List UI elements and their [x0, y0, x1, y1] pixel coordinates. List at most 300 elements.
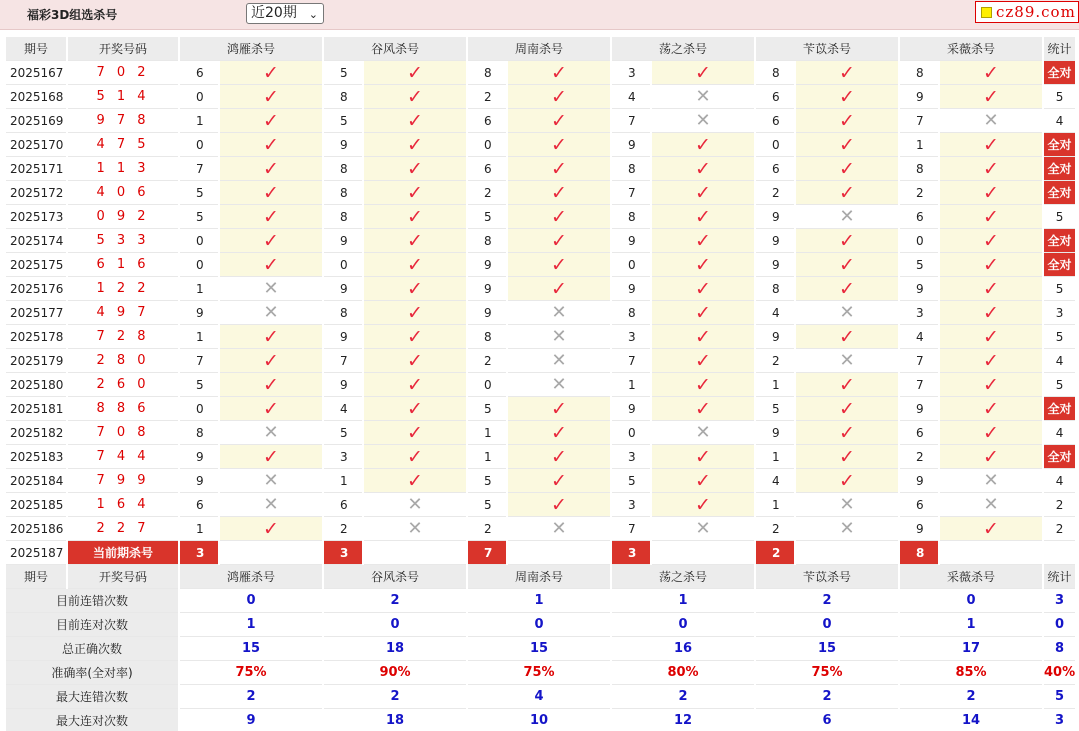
- current-kill-number: 3: [180, 541, 218, 565]
- stat-badge: 全对: [1044, 229, 1075, 253]
- table-row: [6, 397, 1075, 421]
- kill-number: 9: [180, 301, 218, 325]
- check-icon: ✓: [652, 373, 754, 397]
- kill-number: 6: [900, 493, 938, 517]
- kill-number: 9: [324, 277, 362, 301]
- kill-number: 5: [324, 421, 362, 445]
- summary-value: 9: [180, 709, 322, 731]
- current-kill-label: 当前期杀号: [68, 541, 178, 565]
- summary-row: [6, 589, 1075, 613]
- table-row: [6, 205, 1075, 229]
- summary-value: 75%: [180, 661, 322, 685]
- draw-number: 7 2 8: [68, 325, 178, 349]
- summary-value: 2: [612, 685, 754, 709]
- kill-number: 9: [324, 133, 362, 157]
- current-kill-spacer: [220, 541, 322, 565]
- summary-label: 目前连对次数: [6, 613, 178, 637]
- kill-number: 8: [756, 61, 794, 85]
- check-icon: ✓: [220, 253, 322, 277]
- stat-badge: 全对: [1044, 253, 1075, 277]
- stat-badge: 全对: [1044, 157, 1075, 181]
- issue-number: 2025178: [6, 325, 66, 349]
- check-icon: ✓: [796, 85, 898, 109]
- kill-number: 8: [612, 205, 650, 229]
- kill-number: 9: [756, 325, 794, 349]
- check-icon: ✓: [652, 133, 754, 157]
- check-icon: ✓: [940, 301, 1042, 325]
- summary-value: 18: [324, 709, 466, 731]
- kill-number: 8: [324, 205, 362, 229]
- summary-stat: 8: [1044, 637, 1075, 661]
- draw-number: 6 1 6: [68, 253, 178, 277]
- issue-number: 2025177: [6, 301, 66, 325]
- issue-number: 2025185: [6, 493, 66, 517]
- kill-number: 9: [900, 517, 938, 541]
- summary-value: 2: [324, 589, 466, 613]
- cross-icon: ✕: [508, 373, 610, 397]
- summary-label: 总正确次数: [6, 637, 178, 661]
- header-issue: 期号: [6, 37, 66, 61]
- kill-number: 5: [468, 469, 506, 493]
- kill-number: 0: [612, 421, 650, 445]
- stat-count: 4: [1044, 469, 1075, 493]
- check-icon: ✓: [940, 421, 1042, 445]
- summary-value: 15: [180, 637, 322, 661]
- check-icon: ✓: [652, 469, 754, 493]
- summary-value: 2: [756, 589, 898, 613]
- table-row: [6, 61, 1075, 85]
- check-icon: ✓: [364, 61, 466, 85]
- check-icon: ✓: [796, 373, 898, 397]
- cross-icon: ✕: [652, 517, 754, 541]
- issue-number: 2025182: [6, 421, 66, 445]
- kill-number: 3: [612, 493, 650, 517]
- stat-count: 5: [1044, 277, 1075, 301]
- check-icon: ✓: [796, 253, 898, 277]
- summary-row: [6, 709, 1075, 731]
- summary-value: 0: [324, 613, 466, 637]
- header-expert: 周南杀号: [468, 37, 610, 61]
- check-icon: ✓: [364, 205, 466, 229]
- kill-number: 9: [612, 133, 650, 157]
- summary-value: 12: [612, 709, 754, 731]
- summary-stat: 5: [1044, 685, 1075, 709]
- kill-number: 0: [180, 85, 218, 109]
- kill-number-table: [4, 37, 1077, 731]
- cross-icon: ✕: [508, 325, 610, 349]
- check-icon: ✓: [364, 397, 466, 421]
- kill-number: 4: [900, 325, 938, 349]
- summary-value: 0: [900, 589, 1042, 613]
- kill-number: 8: [468, 229, 506, 253]
- site-logo[interactable]: [975, 1, 1079, 23]
- table-row: [6, 229, 1075, 253]
- cross-icon: ✕: [796, 493, 898, 517]
- current-kill-number: 3: [324, 541, 362, 565]
- summary-value: 1: [468, 589, 610, 613]
- check-icon: ✓: [220, 349, 322, 373]
- table-row: [6, 277, 1075, 301]
- issue-number: 2025171: [6, 157, 66, 181]
- cross-icon: ✕: [796, 205, 898, 229]
- issue-number: 2025167: [6, 61, 66, 85]
- header-draw: 开奖号码: [68, 565, 178, 589]
- summary-value: 2: [180, 685, 322, 709]
- check-icon: ✓: [364, 421, 466, 445]
- issue-number: 2025180: [6, 373, 66, 397]
- draw-number: 7 0 2: [68, 61, 178, 85]
- kill-number: 6: [180, 61, 218, 85]
- check-icon: ✓: [652, 397, 754, 421]
- kill-number: 1: [180, 517, 218, 541]
- kill-number: 9: [756, 229, 794, 253]
- kill-number: 8: [468, 61, 506, 85]
- check-icon: ✓: [220, 133, 322, 157]
- kill-number: 7: [900, 373, 938, 397]
- kill-number: 9: [900, 277, 938, 301]
- draw-number: 5 3 3: [68, 229, 178, 253]
- summary-value: 85%: [900, 661, 1042, 685]
- check-icon: ✓: [796, 157, 898, 181]
- kill-number: 3: [900, 301, 938, 325]
- check-icon: ✓: [796, 277, 898, 301]
- check-icon: ✓: [508, 157, 610, 181]
- current-kill-spacer: [364, 541, 466, 565]
- summary-value: 14: [900, 709, 1042, 731]
- cross-icon: ✕: [940, 469, 1042, 493]
- check-icon: ✓: [364, 301, 466, 325]
- kill-number: 5: [468, 205, 506, 229]
- check-icon: ✓: [940, 157, 1042, 181]
- summary-stat: 3: [1044, 589, 1075, 613]
- check-icon: ✓: [652, 349, 754, 373]
- kill-number: 7: [180, 349, 218, 373]
- stat-count: 5: [1044, 325, 1075, 349]
- header-draw: 开奖号码: [68, 37, 178, 61]
- header-stat: 统计: [1044, 565, 1075, 589]
- check-icon: ✓: [652, 253, 754, 277]
- kill-number: 8: [900, 61, 938, 85]
- check-icon: ✓: [652, 181, 754, 205]
- kill-number: 7: [900, 109, 938, 133]
- kill-number: 1: [180, 277, 218, 301]
- check-icon: ✓: [364, 469, 466, 493]
- kill-number: 8: [324, 85, 362, 109]
- kill-number: 2: [756, 181, 794, 205]
- check-icon: ✓: [796, 181, 898, 205]
- check-icon: ✓: [364, 349, 466, 373]
- summary-value: 10: [468, 709, 610, 731]
- kill-number: 9: [756, 421, 794, 445]
- period-select[interactable]: [246, 3, 324, 24]
- kill-number: 1: [324, 469, 362, 493]
- table-row: [6, 349, 1075, 373]
- draw-number: 2 8 0: [68, 349, 178, 373]
- table-row: [6, 85, 1075, 109]
- table-header-row: [6, 565, 1075, 589]
- stat-badge: 全对: [1044, 397, 1075, 421]
- kill-number: 2: [324, 517, 362, 541]
- cross-icon: ✕: [940, 493, 1042, 517]
- kill-number: 6: [468, 109, 506, 133]
- table-row: [6, 253, 1075, 277]
- check-icon: ✓: [364, 229, 466, 253]
- kill-number: 9: [324, 373, 362, 397]
- issue-number: 2025179: [6, 349, 66, 373]
- stat-count: 4: [1044, 421, 1075, 445]
- issue-number: 2025181: [6, 397, 66, 421]
- kill-number: 6: [756, 157, 794, 181]
- stat-count: 5: [1044, 85, 1075, 109]
- kill-number: 6: [756, 109, 794, 133]
- summary-label: 最大连错次数: [6, 685, 178, 709]
- cross-icon: ✕: [652, 421, 754, 445]
- issue-number: 2025184: [6, 469, 66, 493]
- header-expert: 荡之杀号: [612, 37, 754, 61]
- cross-icon: ✕: [220, 277, 322, 301]
- kill-number: 8: [468, 325, 506, 349]
- summary-row: [6, 637, 1075, 661]
- kill-number: 9: [324, 325, 362, 349]
- summary-label: 目前连错次数: [6, 589, 178, 613]
- table-row: [6, 301, 1075, 325]
- check-icon: ✓: [796, 229, 898, 253]
- current-kill-spacer: [508, 541, 610, 565]
- check-icon: ✓: [220, 85, 322, 109]
- cross-icon: ✕: [220, 421, 322, 445]
- kill-number: 8: [324, 181, 362, 205]
- check-icon: ✓: [508, 133, 610, 157]
- check-icon: ✓: [364, 253, 466, 277]
- draw-number: 9 7 8: [68, 109, 178, 133]
- check-icon: ✓: [220, 397, 322, 421]
- kill-number: 5: [180, 181, 218, 205]
- kill-number: 5: [468, 397, 506, 421]
- kill-number: 1: [756, 373, 794, 397]
- kill-number: 7: [324, 349, 362, 373]
- draw-number: 2 2 7: [68, 517, 178, 541]
- kill-number: 6: [900, 205, 938, 229]
- summary-row: [6, 685, 1075, 709]
- table-header-row: [6, 37, 1075, 61]
- issue-number: 2025173: [6, 205, 66, 229]
- current-kill-spacer: [940, 541, 1042, 565]
- summary-value: 1: [180, 613, 322, 637]
- check-icon: ✓: [652, 205, 754, 229]
- kill-number: 6: [900, 421, 938, 445]
- kill-number: 3: [612, 61, 650, 85]
- header-expert: 苄苡杀号: [756, 37, 898, 61]
- draw-number: 1 2 2: [68, 277, 178, 301]
- kill-number: 4: [756, 301, 794, 325]
- check-icon: ✓: [508, 469, 610, 493]
- check-icon: ✓: [364, 277, 466, 301]
- check-icon: ✓: [508, 85, 610, 109]
- kill-number: 0: [468, 133, 506, 157]
- draw-number: 4 7 5: [68, 133, 178, 157]
- kill-number: 9: [900, 469, 938, 493]
- check-icon: ✓: [652, 325, 754, 349]
- kill-number: 7: [612, 109, 650, 133]
- issue-number: 2025183: [6, 445, 66, 469]
- draw-number: 1 1 3: [68, 157, 178, 181]
- kill-number: 5: [180, 205, 218, 229]
- cross-icon: ✕: [508, 301, 610, 325]
- kill-number: 9: [900, 85, 938, 109]
- check-icon: ✓: [796, 109, 898, 133]
- draw-number: 5 1 4: [68, 85, 178, 109]
- kill-number: 1: [756, 493, 794, 517]
- cross-icon: ✕: [364, 517, 466, 541]
- stat-count: 2: [1044, 493, 1075, 517]
- check-icon: ✓: [364, 181, 466, 205]
- kill-number: 8: [612, 157, 650, 181]
- kill-number: 7: [612, 349, 650, 373]
- table-row: [6, 373, 1075, 397]
- check-icon: ✓: [940, 517, 1042, 541]
- cross-icon: ✕: [652, 109, 754, 133]
- stat-count: 4: [1044, 349, 1075, 373]
- kill-number: 3: [324, 445, 362, 469]
- summary-value: 1: [612, 589, 754, 613]
- summary-value: 0: [180, 589, 322, 613]
- check-icon: ✓: [364, 325, 466, 349]
- draw-number: 8 8 6: [68, 397, 178, 421]
- check-icon: ✓: [364, 373, 466, 397]
- kill-number: 5: [756, 397, 794, 421]
- kill-number: 2: [468, 85, 506, 109]
- summary-value: 2: [756, 685, 898, 709]
- check-icon: ✓: [508, 277, 610, 301]
- summary-value: 0: [468, 613, 610, 637]
- cross-icon: ✕: [508, 349, 610, 373]
- current-kill-number: 8: [900, 541, 938, 565]
- summary-value: 0: [612, 613, 754, 637]
- stat-badge: 全对: [1044, 133, 1075, 157]
- issue-number: 2025169: [6, 109, 66, 133]
- table-row: [6, 157, 1075, 181]
- check-icon: ✓: [220, 109, 322, 133]
- check-icon: ✓: [796, 133, 898, 157]
- draw-number: 7 9 9: [68, 469, 178, 493]
- cross-icon: ✕: [220, 301, 322, 325]
- check-icon: ✓: [940, 397, 1042, 421]
- check-icon: ✓: [364, 85, 466, 109]
- check-icon: ✓: [508, 493, 610, 517]
- table-row: [6, 469, 1075, 493]
- header-expert: 采薇杀号: [900, 565, 1042, 589]
- kill-number: 9: [612, 229, 650, 253]
- check-icon: ✓: [940, 253, 1042, 277]
- check-icon: ✓: [940, 181, 1042, 205]
- check-icon: ✓: [364, 109, 466, 133]
- check-icon: ✓: [220, 61, 322, 85]
- summary-value: 15: [756, 637, 898, 661]
- check-icon: ✓: [652, 493, 754, 517]
- kill-number: 0: [180, 133, 218, 157]
- check-icon: ✓: [940, 445, 1042, 469]
- table-row: [6, 493, 1075, 517]
- kill-number: 8: [900, 157, 938, 181]
- check-icon: ✓: [220, 445, 322, 469]
- logo-square-icon: [981, 7, 992, 18]
- header-expert: 谷风杀号: [324, 565, 466, 589]
- kill-number: 7: [180, 157, 218, 181]
- check-icon: ✓: [796, 61, 898, 85]
- check-icon: ✓: [364, 445, 466, 469]
- kill-number: 6: [324, 493, 362, 517]
- page-title: 福彩3D组选杀号: [27, 8, 118, 22]
- check-icon: ✓: [940, 85, 1042, 109]
- check-icon: ✓: [940, 325, 1042, 349]
- header-expert: 荡之杀号: [612, 565, 754, 589]
- kill-number: 8: [180, 421, 218, 445]
- check-icon: ✓: [508, 229, 610, 253]
- kill-number: 9: [324, 229, 362, 253]
- header-expert: 谷风杀号: [324, 37, 466, 61]
- issue-number: 2025186: [6, 517, 66, 541]
- kill-number: 2: [468, 181, 506, 205]
- summary-value: 17: [900, 637, 1042, 661]
- table-row: [6, 445, 1075, 469]
- kill-number: 0: [180, 229, 218, 253]
- check-icon: ✓: [220, 373, 322, 397]
- cross-icon: ✕: [508, 517, 610, 541]
- kill-number: 5: [324, 109, 362, 133]
- current-kill-number: 7: [468, 541, 506, 565]
- chevron-down-icon: ⌄: [308, 8, 318, 21]
- kill-number: 1: [900, 133, 938, 157]
- draw-number: 7 4 4: [68, 445, 178, 469]
- kill-number: 0: [900, 229, 938, 253]
- stat-count: 5: [1044, 205, 1075, 229]
- header-expert: 鸿雁杀号: [180, 565, 322, 589]
- kill-number: 7: [612, 181, 650, 205]
- cross-icon: ✕: [220, 469, 322, 493]
- summary-stat: 3: [1044, 709, 1075, 731]
- check-icon: ✓: [652, 445, 754, 469]
- kill-number: 7: [612, 517, 650, 541]
- kill-number: 2: [468, 517, 506, 541]
- summary-stat: 0: [1044, 613, 1075, 637]
- kill-number: 8: [324, 301, 362, 325]
- cross-icon: ✕: [796, 517, 898, 541]
- kill-number: 3: [612, 325, 650, 349]
- header-stat: 统计: [1044, 37, 1075, 61]
- check-icon: ✓: [364, 157, 466, 181]
- issue-number: 2025172: [6, 181, 66, 205]
- header-expert: 鸿雁杀号: [180, 37, 322, 61]
- draw-number: 4 9 7: [68, 301, 178, 325]
- check-icon: ✓: [220, 205, 322, 229]
- kill-number: 9: [900, 397, 938, 421]
- check-icon: ✓: [508, 109, 610, 133]
- top-bar: [0, 0, 1079, 30]
- kill-number: 6: [756, 85, 794, 109]
- current-period-row: [6, 541, 1075, 565]
- check-icon: ✓: [652, 61, 754, 85]
- kill-number: 9: [612, 277, 650, 301]
- kill-number: 2: [900, 181, 938, 205]
- kill-number: 5: [900, 253, 938, 277]
- kill-number: 1: [468, 421, 506, 445]
- kill-number: 4: [324, 397, 362, 421]
- kill-number: 5: [612, 469, 650, 493]
- kill-number: 5: [468, 493, 506, 517]
- check-icon: ✓: [796, 397, 898, 421]
- kill-number: 2: [756, 349, 794, 373]
- current-kill-spacer: [796, 541, 898, 565]
